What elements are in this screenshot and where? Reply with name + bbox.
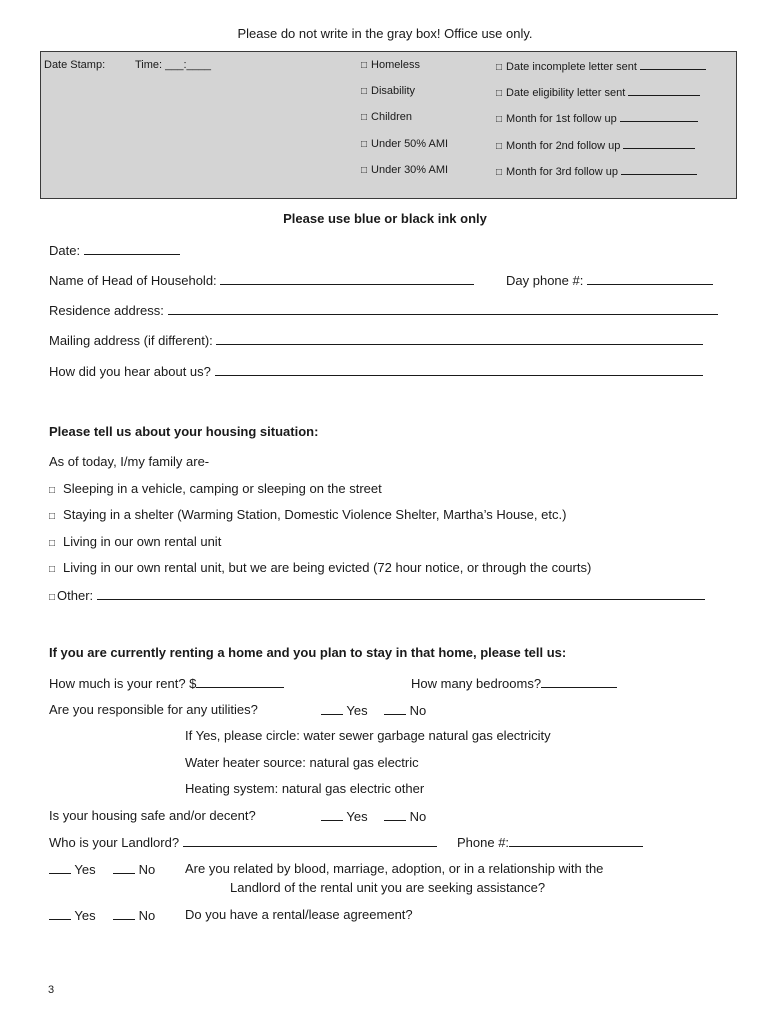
no-line[interactable] xyxy=(384,702,406,715)
check-label: Date incomplete letter sent xyxy=(506,61,637,73)
check-label: Homeless xyxy=(371,59,420,71)
option-label: Sleeping in a vehicle, camping or sleeping on the street xyxy=(63,481,382,496)
bedrooms-input-line[interactable] xyxy=(541,675,617,688)
yes-label: Yes xyxy=(346,809,368,824)
hear-label: How did you hear about us? xyxy=(49,364,211,379)
day-phone-label: Day phone #: xyxy=(506,273,584,288)
rent-label: How much is your rent? $ xyxy=(49,676,197,691)
checkbox-icon[interactable]: □ xyxy=(49,564,56,575)
office-check-under-50 xyxy=(361,138,448,150)
housing-option-rental[interactable] xyxy=(49,534,221,549)
mailing-input-line[interactable] xyxy=(216,332,703,345)
lease-question: Do you have a rental/lease agreement? xyxy=(185,907,413,922)
date-input-line[interactable] xyxy=(84,242,180,255)
housing-option-vehicle[interactable] xyxy=(49,481,382,496)
yes-label: Yes xyxy=(74,908,96,923)
rent-field xyxy=(49,675,284,691)
option-label: Living in our own rental unit xyxy=(63,534,222,549)
checkbox-icon[interactable]: □ xyxy=(49,538,56,549)
housing-heading: Please tell us about your housing situation: xyxy=(49,424,319,439)
related-yes[interactable] xyxy=(49,861,96,877)
water-heater: Water heater source: natural gas electric xyxy=(185,755,419,770)
landlord-field xyxy=(49,834,437,850)
head-of-household-label: Name of Head of Household: xyxy=(49,273,217,288)
check-label: Month for 3rd follow up xyxy=(506,166,618,178)
checkbox-icon: □ xyxy=(361,60,368,71)
checkbox-icon: □ xyxy=(496,167,503,178)
residence-label: Residence address: xyxy=(49,303,164,318)
checkbox-icon: □ xyxy=(361,139,368,150)
check-label: Month for 2nd follow up xyxy=(506,140,621,152)
checkbox-icon: □ xyxy=(496,62,503,73)
day-phone-field xyxy=(506,272,713,288)
landlord-input-line[interactable] xyxy=(183,834,437,847)
checkbox-icon: □ xyxy=(361,86,368,97)
yes-label: Yes xyxy=(346,703,368,718)
ink-notice: Please use blue or black ink only xyxy=(283,211,487,226)
check-label: Date eligibility letter sent xyxy=(506,87,626,99)
bedrooms-field xyxy=(411,675,617,691)
related-no[interactable] xyxy=(113,861,155,877)
landlord-phone-field xyxy=(457,834,643,850)
yes-line[interactable] xyxy=(321,808,343,821)
date-stamp-label: Date Stamp: xyxy=(44,59,106,71)
option-label: Other: xyxy=(57,588,94,603)
renting-heading: If you are currently renting a home and you plan to stay in that home, please tell us: xyxy=(49,645,567,660)
checkbox-icon[interactable]: □ xyxy=(49,485,56,496)
phone-input-line[interactable] xyxy=(509,834,643,847)
phone-label: Phone #: xyxy=(457,835,510,850)
other-input-line[interactable] xyxy=(97,587,705,600)
check-label: Children xyxy=(371,111,413,123)
hear-field xyxy=(49,363,703,379)
check-label: Under 30% AMI xyxy=(371,164,449,176)
office-use-notice: Please do not write in the gray box! Office use only. xyxy=(237,26,533,41)
head-of-household-field xyxy=(49,272,474,288)
office-check-3rd-followup xyxy=(496,164,697,178)
time-label: Time: ___:____ xyxy=(135,59,212,71)
check-label: Month for 1st follow up xyxy=(506,113,617,125)
safe-question: Is your housing safe and/or decent? xyxy=(49,808,256,823)
option-label: Staying in a shelter (Warming Station, Domestic Violence Shelter, Martha’s House, etc.) xyxy=(63,507,567,522)
no-label: No xyxy=(138,908,156,923)
blank-line xyxy=(640,59,706,70)
safe-yes[interactable] xyxy=(321,808,368,824)
related-question-line2: Landlord of the rental unit you are seeking assistance? xyxy=(230,880,546,895)
check-label: Disability xyxy=(371,85,416,97)
housing-intro: As of today, I/my family are- xyxy=(49,454,210,469)
heating-system: Heating system: natural gas electric other xyxy=(185,781,425,796)
lease-no[interactable] xyxy=(113,907,155,923)
no-label: No xyxy=(409,703,427,718)
blank-line xyxy=(621,164,697,175)
residence-input-line[interactable] xyxy=(168,302,718,315)
safe-no[interactable] xyxy=(384,808,426,824)
check-label: Under 50% AMI xyxy=(371,138,449,150)
rent-input-line[interactable] xyxy=(196,675,284,688)
landlord-label: Who is your Landlord? xyxy=(49,835,180,850)
housing-option-other[interactable] xyxy=(49,587,705,603)
bedrooms-label: How many bedrooms? xyxy=(411,676,542,691)
date-field xyxy=(49,242,180,258)
head-of-household-input-line[interactable] xyxy=(220,272,474,285)
hear-input-line[interactable] xyxy=(215,363,703,376)
checkbox-icon: □ xyxy=(496,114,503,125)
office-check-eligibility-letter xyxy=(496,85,700,99)
blank-line xyxy=(620,111,698,122)
no-line[interactable] xyxy=(113,907,135,920)
no-line[interactable] xyxy=(384,808,406,821)
related-question-line1: Are you related by blood, marriage, adoption, or in a relationship with the xyxy=(185,861,604,876)
checkbox-icon[interactable]: □ xyxy=(49,592,56,603)
office-check-homeless xyxy=(361,59,420,71)
office-check-children xyxy=(361,111,412,123)
housing-option-evicted[interactable] xyxy=(49,560,591,575)
office-check-2nd-followup xyxy=(496,138,695,152)
yes-label: Yes xyxy=(74,862,96,877)
checkbox-icon: □ xyxy=(496,141,503,152)
checkbox-icon: □ xyxy=(361,112,368,123)
option-label: Living in our own rental unit, but we are being evicted (72 hour notice, or through the courts) xyxy=(63,560,592,575)
blank-line xyxy=(623,138,695,149)
office-check-1st-followup xyxy=(496,111,698,125)
date-label: Date: xyxy=(49,243,81,258)
utilities-question: Are you responsible for any utilities? xyxy=(49,702,258,717)
mailing-field xyxy=(49,332,703,348)
no-label: No xyxy=(138,862,156,877)
blank-line xyxy=(628,85,700,96)
checkbox-icon: □ xyxy=(361,165,368,176)
mailing-label: Mailing address (if different): xyxy=(49,333,213,348)
checkbox-icon: □ xyxy=(496,88,503,99)
yes-line[interactable] xyxy=(49,861,71,874)
utilities-no[interactable] xyxy=(384,702,426,718)
page-number: 3 xyxy=(48,984,55,996)
lease-yes[interactable] xyxy=(49,907,96,923)
office-check-incomplete-letter xyxy=(496,59,706,73)
no-label: No xyxy=(409,809,427,824)
utilities-circle: If Yes, please circle: water sewer garbage natural gas electricity xyxy=(185,728,551,743)
day-phone-input-line[interactable] xyxy=(587,272,713,285)
no-line[interactable] xyxy=(113,861,135,874)
yes-line[interactable] xyxy=(321,702,343,715)
yes-line[interactable] xyxy=(49,907,71,920)
checkbox-icon[interactable]: □ xyxy=(49,511,56,522)
office-check-under-30 xyxy=(361,164,448,176)
office-use-box xyxy=(40,51,737,199)
housing-option-shelter[interactable] xyxy=(49,507,566,522)
utilities-yes[interactable] xyxy=(321,702,368,718)
office-check-disability xyxy=(361,85,415,97)
residence-field xyxy=(49,302,718,318)
